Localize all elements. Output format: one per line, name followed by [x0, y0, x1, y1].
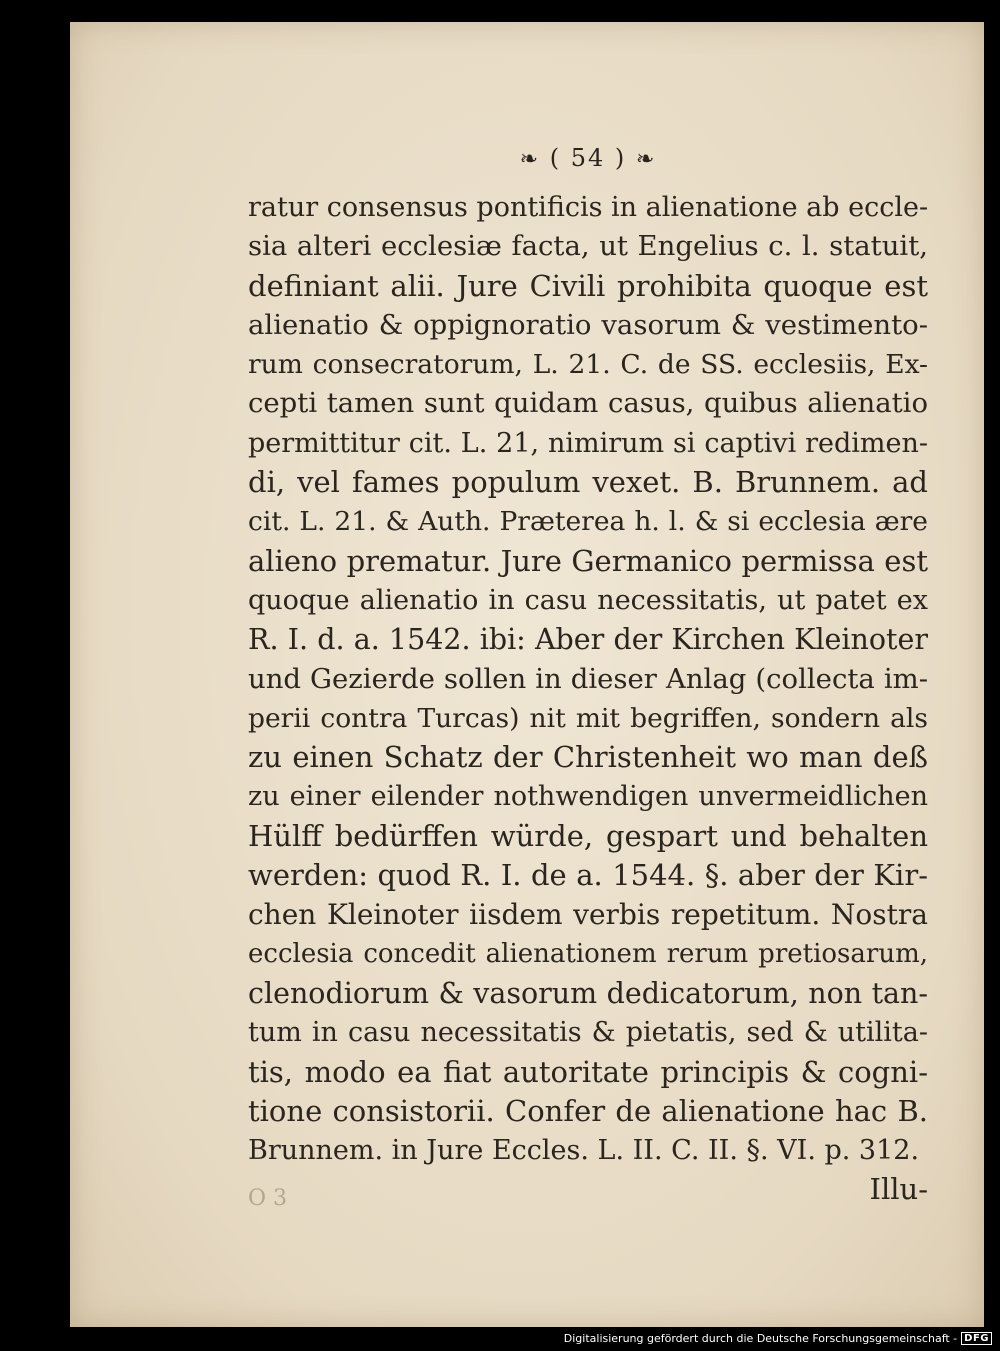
- text-line: sia alteri ecclesiæ facta, ut Engelius c. l. statuit,: [248, 230, 928, 263]
- digitization-footer: [564, 1328, 992, 1348]
- page-header: [248, 144, 928, 172]
- text-line: definiant alii. Jure Civili prohibita quoque est: [248, 268, 928, 303]
- text-line: tum in casu necessitatis & pietatis, sed & utilita-: [248, 1017, 928, 1049]
- text-line: Hülff bedürffen würde, gespart und behalten: [248, 818, 928, 853]
- dfg-logo-icon: DFG: [961, 1332, 992, 1345]
- text-line: quoque alienatio in casu necessitatis, ut patet ex: [248, 584, 928, 616]
- page-number: ( 54 ): [549, 144, 627, 172]
- text-block: [248, 22, 928, 1327]
- text-line: cepti tamen sunt quidam casus, quibus alienatio: [248, 387, 928, 420]
- text-line: chen Kleinoter iisdem verbis repetitum. Nostra: [248, 898, 928, 932]
- book-page: [70, 22, 984, 1327]
- ornament-left-icon: ❧: [519, 147, 541, 172]
- text-line: alieno prematur. Jure Germanico permissa est: [248, 543, 928, 578]
- text-line: clenodiorum & vasorum dedicatorum, non tan-: [248, 976, 928, 1010]
- text-line: di, vel fames populum vexet. B. Brunnem. ad: [248, 465, 928, 500]
- text-line: und Gezierde sollen in dieser Anlag (collecta im-: [248, 662, 928, 695]
- ornament-right-icon: ❧: [635, 147, 657, 172]
- text-line: permittitur cit. L. 21, nimirum si captivi redimen-: [248, 427, 928, 459]
- catchword: Illu-: [869, 1172, 928, 1207]
- text-line: Brunnem. in Jure Eccles. L. II. C. II. §. VI. p. 312.: [248, 1135, 920, 1167]
- text-line: ratur consensus pontificis in alienatione ab eccle-: [248, 192, 929, 223]
- text-line: zu einen Schatz der Christenheit wo man deß: [248, 740, 928, 775]
- text-line: rum consecratorum, L. 21. C. de SS. ecclesiis, Ex-: [248, 349, 928, 381]
- text-line: tis, modo ea fiat autoritate principis & cogni-: [248, 1054, 928, 1089]
- text-line: werden: quod R. I. de a. 1544. §. aber der Kir-: [248, 858, 928, 893]
- text-line: zu einer eilender nothwendigen unvermeidlichen: [248, 781, 928, 813]
- text-line: cit. L. 21. & Auth. Præterea h. l. & si ecclesia ære: [248, 506, 928, 538]
- text-line: perii contra Turcas) nit mit begriffen, sondern als: [248, 702, 928, 734]
- footer-text: Digitalisierung gefördert durch die Deutsche Forschungsgemeinschaft -: [563, 1331, 958, 1345]
- text-line: tione consistorii. Confer de alienatione hac B.: [248, 1093, 928, 1128]
- signature-mark: O 3: [248, 1186, 288, 1211]
- body-text: [248, 188, 928, 1210]
- text-line: R. I. d. a. 1542. ibi: Aber der Kirchen Kleinoter: [248, 623, 928, 657]
- text-line: alienatio & oppignoratio vasorum & vestimento-: [248, 308, 928, 341]
- text-line: ecclesia concedit alienationem rerum pretiosarum,: [248, 938, 928, 969]
